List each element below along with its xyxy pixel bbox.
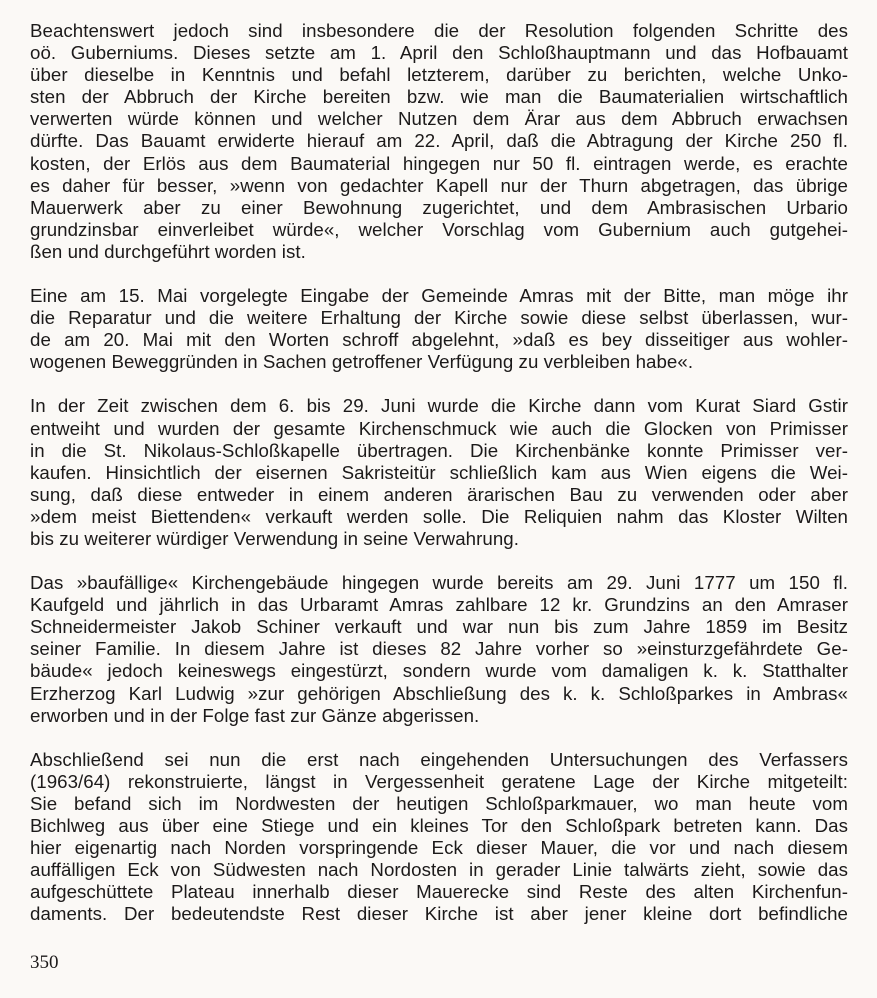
paragraph-1 xyxy=(30,20,848,263)
text-line: verwerten würde können und welcher Nutzen dem Ärar aus dem Abbruch erwachsen xyxy=(30,108,848,130)
paragraph-5 xyxy=(30,749,848,926)
text-line: daments. Der bedeutendste Rest dieser Kirche ist aber jener kleine dort befindliche xyxy=(30,903,848,925)
text-line: kosten, der Erlös aus dem Baumaterial hingegen nur 50 fl. eintragen werde, es erachte xyxy=(30,152,848,174)
paragraph-4 xyxy=(30,572,848,727)
text-line: »dem meist Biettenden« verkauft werden solle. Die Reliquien nahm das Kloster Wilten xyxy=(30,505,848,527)
text-line: Erzherzog Karl Ludwig »zur gehörigen Abschließung des k. k. Schloßparkes in Ambras« xyxy=(30,682,848,704)
text-line: In der Zeit zwischen dem 6. bis 29. Juni wurde die Kirche dann vom Kurat Siard Gstir xyxy=(30,395,848,417)
text-line: sten der Abbruch der Kirche bereiten bzw. wie man die Baumaterialien wirtschaftlich xyxy=(30,86,848,108)
text-line: Sie befand sich im Nordwesten der heutigen Schloßparkmauer, wo man heute vom xyxy=(30,792,848,814)
text-line: auffälligen Eck von Südwesten nach Nordosten in gerader Linie talwärts zieht, sowie das xyxy=(30,859,848,881)
text-line: grundzinsbar einverleibet würde«, welcher Vorschlag vom Gubernium auch gutgehei- xyxy=(30,218,848,240)
text-line: in die St. Nikolaus-Schloßkapelle übertragen. Die Kirchenbänke konnte Primisser ver- xyxy=(30,439,848,461)
text-line: die Reparatur und die weitere Erhaltung der Kirche sowie diese selbst überlassen, wur- xyxy=(30,307,848,329)
text-line: (1963/64) rekonstruierte, längst in Vergessenheit geratene Lage der Kirche mitgeteilt: xyxy=(30,770,848,792)
text-line: de am 20. Mai mit den Worten schroff abgelehnt, »daß es bey disseitiger aus wohler- xyxy=(30,329,848,351)
text-line: bis zu weiterer würdiger Verwendung in seine Verwahrung. xyxy=(30,527,519,549)
text-line: entweiht und wurden der gesamte Kirchenschmuck wie auch die Glocken von Primisser xyxy=(30,417,848,439)
text-line: Beachtenswert jedoch sind insbesondere die der Resolution folgenden Schritte des xyxy=(30,20,848,41)
paragraph-2 xyxy=(30,285,848,373)
text-line: Bichlweg aus über eine Stiege und ein kleines Tor den Schloßpark betreten kann. Das xyxy=(30,815,848,836)
text-line: über dieselbe in Kenntnis und befahl letzterem, darüber zu berichten, welche Unko- xyxy=(30,64,848,86)
text-line: Eine am 15. Mai vorgelegte Eingabe der Gemeinde Amras mit der Bitte, man möge ihr xyxy=(30,285,848,307)
text-line: sung, daß diese entweder in einem anderen ärarischen Bau zu verwenden oder aber xyxy=(30,483,848,505)
text-line: Das »baufällige« Kirchengebäude hingegen wurde bereits am 29. Juni 1777 um 150 fl. xyxy=(30,572,848,594)
text-line: Mauerwerk aber zu einer Bewohnung zugerichtet, und dem Ambrasischen Urbario xyxy=(30,196,848,218)
text-line: dürfte. Das Bauamt erwiderte hierauf am 22. April, daß die Abtragung der Kirche 250 fl. xyxy=(30,130,848,152)
text-line: seiner Familie. In diesem Jahre ist dieses 82 Jahre vorher so »einsturzgefährdete Ge- xyxy=(30,638,848,660)
text-line: Kaufgeld und jährlich in das Urbaramt Amras zahlbare 12 kr. Grundzins an den Amraser xyxy=(30,594,848,616)
text-line: Schneidermeister Jakob Schiner verkauft und war nun bis zum Jahre 1859 im Besitz xyxy=(30,616,848,638)
text-line: ßen und durchgeführt worden ist. xyxy=(30,240,306,262)
page-number: 350 xyxy=(30,952,59,973)
text-line: bäude« jedoch keineswegs eingestürzt, sondern wurde vom damaligen k. k. Statthalter xyxy=(30,660,848,682)
text-line: hier eigenartig nach Norden vorspringende Eck dieser Mauer, die vor und nach diesem xyxy=(30,837,848,859)
text-line: wogenen Beweggründen in Sachen getroffener Verfügung zu verbleiben habe«. xyxy=(30,351,694,373)
text-line: Abschließend sei nun die erst nach eingehenden Untersuchungen des Verfassers xyxy=(30,748,848,770)
text-line: aufgeschüttete Plateau innerhalb dieser Mauerecke sind Reste des alten Kirchenfun- xyxy=(30,881,848,903)
text-line: erworben und in der Folge fast zur Gänze abgerissen. xyxy=(30,704,480,726)
paragraph-3 xyxy=(30,395,848,550)
text-line: es daher für besser, »wenn von gedachter Kapell nur der Thurn abgetragen, das übrige xyxy=(30,174,848,196)
text-line: oö. Guberniums. Dieses setzte am 1. April den Schloßhauptmann und das Hofbauamt xyxy=(30,42,848,64)
document-page xyxy=(30,20,848,925)
text-line: kaufen. Hinsichtlich der eisernen Sakristeitür schließlich kam aus Wien eigens die Wei- xyxy=(30,461,848,483)
